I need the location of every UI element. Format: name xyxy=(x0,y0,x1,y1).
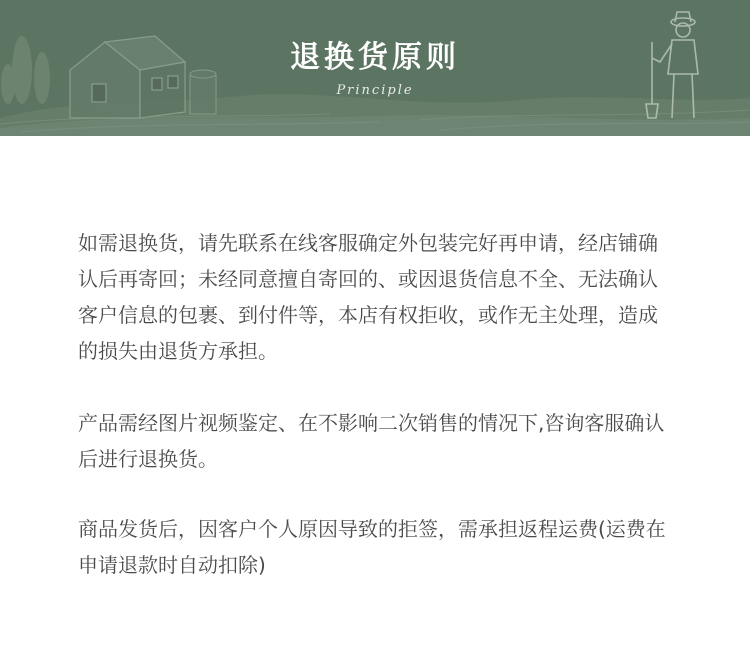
header-banner xyxy=(0,0,750,136)
policy-paragraph-1: 如需退换货，请先联系在线客服确定外包装完好再申请，经店铺确认后再寄回；未经同意擅自寄回的、或因退货信息不全、无法确认客户信息的包裹、到付件等，本店有权拒收，或作无主处理，造成的损失由退货方承担。 xyxy=(78,231,658,363)
page-title: 退换货原则 xyxy=(290,40,460,75)
policy-content xyxy=(0,136,750,583)
policy-paragraph-2: 产品需经图片视频鉴定、在不影响二次销售的情况下,咨询客服确认后进行退换货。 xyxy=(78,411,665,471)
page-subtitle: Principle xyxy=(336,83,414,98)
policy-paragraph-3: 商品发货后，因客户个人原因导致的拒签，需承担返程运费(运费在申请退款时自动扣除) xyxy=(78,517,666,577)
